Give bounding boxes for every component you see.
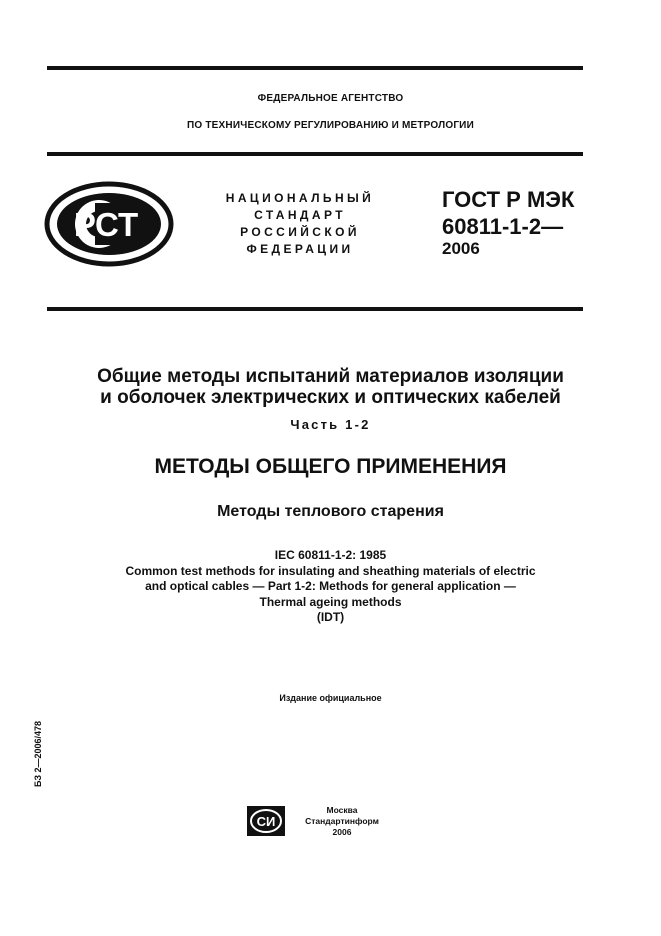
rst-certification-mark-icon	[44, 181, 174, 272]
iec-line-4: Thermal ageing methods	[259, 594, 402, 609]
designation-line-1: ГОСТ Р МЭК	[442, 187, 575, 212]
title-line-2: и оболочек электрических и оптических кабелей	[100, 387, 561, 408]
title-line-1: Общие методы испытаний материалов изоляции	[97, 366, 564, 387]
subheading: Методы теплового старения	[217, 503, 444, 520]
standartinform-logo-icon	[246, 805, 286, 842]
publisher-city: Москва	[326, 805, 358, 815]
document-title	[0, 366, 661, 408]
national-standard-line-1: НАЦИОНАЛЬНЫЙ	[225, 191, 375, 205]
publisher-year: 2006	[332, 827, 352, 837]
agency-line-1: ФЕДЕРАЛЬНОЕ АГЕНТСТВО	[257, 93, 404, 104]
designation-year: 2006	[442, 239, 480, 258]
agency-line-2: ПО ТЕХНИЧЕСКОМУ РЕГУЛИРОВАНИЮ И МЕТРОЛОГИИ	[187, 120, 474, 131]
national-standard-line-4: ФЕДЕРАЦИИ	[246, 242, 354, 256]
main-heading: МЕТОДЫ ОБЩЕГО ПРИМЕНЕНИЯ	[154, 455, 507, 478]
logo-text: РСТ	[73, 206, 139, 243]
side-code: БЗ 2—2006/478	[33, 720, 43, 787]
national-standard-label	[210, 190, 390, 258]
header-bottom-rule	[47, 307, 583, 311]
part-label: Часть 1-2	[290, 417, 371, 432]
publisher-name: Стандартинформ	[305, 816, 379, 826]
iec-line-3: and optical cables — Part 1-2: Methods for general application —	[145, 579, 516, 593]
designation-line-2: 60811-1-2—	[442, 214, 564, 239]
iec-line-5: (IDT)	[316, 610, 345, 624]
agency-rule	[47, 152, 583, 156]
top-rule	[47, 66, 583, 70]
national-standard-line-2: СТАНДАРТ	[254, 208, 346, 222]
iec-reference	[0, 548, 661, 626]
national-standard-line-3: РОССИЙСКОЙ	[240, 225, 360, 239]
edition-label: Издание официальное	[279, 693, 382, 703]
standard-designation	[442, 186, 574, 240]
publisher-logo-text: СИ	[256, 814, 276, 829]
iec-line-1: IEC 60811-1-2: 1985	[274, 548, 387, 562]
iec-line-2: Common test methods for insulating and sheathing materials of electric	[125, 563, 536, 578]
publisher-info	[292, 805, 392, 838]
